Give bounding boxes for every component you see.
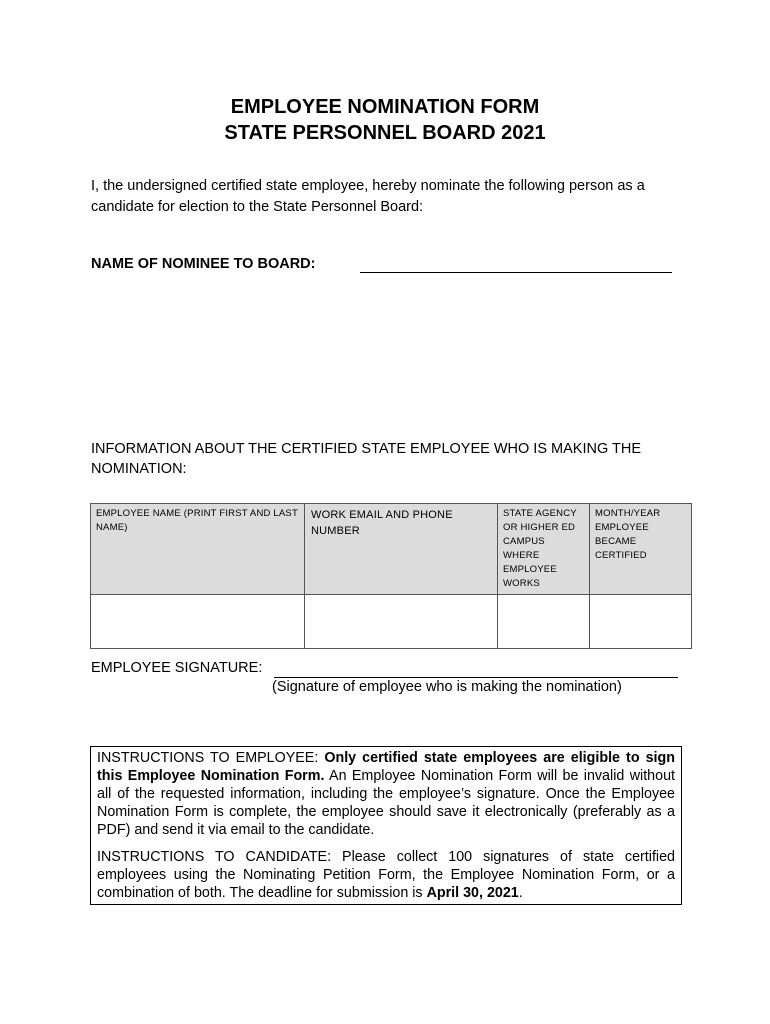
candidate-instructions-end: . (518, 885, 523, 901)
signature-note: (Signature of employee who is making the nomination) (272, 679, 622, 695)
signature-label: EMPLOYEE SIGNATURE: (91, 660, 263, 676)
table-header-row (91, 504, 692, 595)
header-month-year-certified: MONTH/YEAR EMPLOYEE BECAME CERTIFIED (590, 504, 692, 595)
nominee-name-field[interactable] (360, 272, 672, 273)
employee-info-table (90, 503, 692, 649)
signature-field[interactable] (274, 677, 678, 678)
employee-instructions-emphasis: Only certified state employees are eligible to sign this Employee Nomination Form. (97, 750, 675, 784)
table-row (91, 595, 692, 649)
employee-instructions (97, 749, 675, 839)
work-email-phone-cell[interactable] (305, 595, 498, 649)
employee-name-cell[interactable] (91, 595, 305, 649)
form-title: EMPLOYEE NOMINATION FORM (230, 96, 540, 118)
header-employee-name: EMPLOYEE NAME (PRINT FIRST AND LAST NAME) (91, 504, 305, 595)
submission-deadline: April 30, 2021 (426, 885, 519, 901)
intro-paragraph: I, the undersigned certified state employee, hereby nominate the following person as a candidate for election to the State Personnel Board: (91, 178, 645, 215)
candidate-instructions-body: INSTRUCTIONS TO CANDIDATE: Please collect 100 signatures of state certified employees using the Nominating Petition Form, the Employee Nomination Form, or a combination of both. The deadline for submission is (97, 849, 675, 901)
employee-instructions-body: An Employee Nomination Form will be invalid without all of the requested information, including the employee’s signature. Once the Employee Nomination Form is complete, the employee should save it electronically (preferably as a PDF) and send it via email to the candidate. (97, 768, 675, 838)
instructions-box (90, 746, 682, 905)
nominee-label: NAME OF NOMINEE TO BOARD: (91, 256, 316, 272)
candidate-instructions (97, 848, 675, 902)
month-year-certified-cell[interactable] (590, 595, 692, 649)
employee-instructions-prefix: INSTRUCTIONS TO EMPLOYEE: (97, 750, 325, 766)
info-heading: INFORMATION ABOUT THE CERTIFIED STATE EMPLOYEE WHO IS MAKING THE NOMINATION: (91, 441, 641, 477)
form-subtitle: STATE PERSONNEL BOARD 2021 (224, 122, 546, 144)
header-state-agency: STATE AGENCY OR HIGHER ED CAMPUS WHERE EMPLOYEE WORKS (498, 504, 590, 595)
header-work-email-phone: WORK EMAIL AND PHONE NUMBER (305, 504, 498, 595)
state-agency-cell[interactable] (498, 595, 590, 649)
